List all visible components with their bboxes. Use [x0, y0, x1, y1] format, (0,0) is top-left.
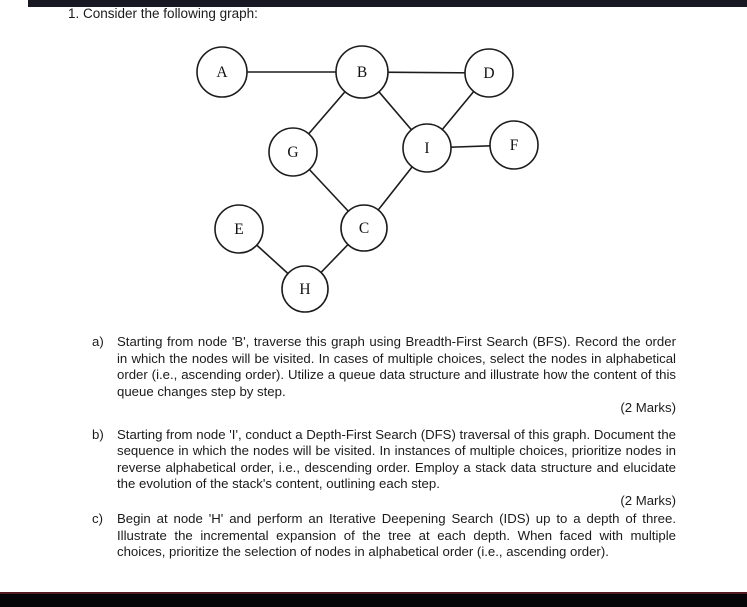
graph-nodes [197, 46, 538, 312]
graph-node-d-label: D [483, 65, 495, 82]
question-a-label: a) [92, 334, 104, 349]
graph-node-c [341, 205, 387, 251]
question-a-marks: (2 Marks) [620, 400, 676, 415]
graph-edges [222, 72, 514, 289]
question-a [92, 334, 676, 417]
graph-node-i [403, 124, 451, 172]
question-title: 1. Consider the following graph: [68, 6, 258, 21]
question-b-marks: (2 Marks) [620, 492, 676, 508]
graph-node-e [215, 205, 263, 253]
question-c-text: Begin at node 'H' and perform an Iterative Deepening Search (IDS) up to a depth of three. Illustrate the incremental expansion of the tree at each depth. When faced with multiple choices, prioritize the selection of nodes in alphabetical order (i.e., ascending order). [117, 511, 676, 559]
question-b-text: Starting from node 'I', conduct a Depth-First Search (DFS) traversal of this graph. Document the sequence in which the nodes will be visited. In instances of multiple choices, prioritize nodes in reverse alphabetical order, i.e., descending order. Employ a stack data structure and elucidate the evolution of the stack's content, outlining each step. [117, 426, 676, 491]
graph-node-h [282, 266, 328, 312]
question-list [92, 334, 676, 561]
graph-node-c-label: C [358, 220, 370, 237]
graph-node-a-label: A [216, 64, 228, 81]
graph-node-i-label: I [424, 140, 430, 157]
graph-node-f [490, 121, 538, 169]
graph-node-g [269, 128, 317, 176]
graph-node-g-label: G [287, 144, 299, 161]
graph-node-e-label: E [234, 221, 244, 238]
question-c-label: c) [92, 511, 103, 526]
question-b [92, 427, 676, 510]
graph-node-h-label: H [299, 281, 311, 298]
question-b-label: b) [92, 426, 104, 442]
graph-node-f-label: F [509, 137, 519, 154]
graph-node-b [336, 46, 388, 98]
question-c [92, 511, 676, 561]
bottom-window-bar [0, 592, 747, 607]
graph-node-b-label: B [356, 64, 368, 81]
question-a-text: Starting from node 'B', traverse this graph using Breadth-First Search (BFS). Record the order in which the nodes will be visited. In cases of multiple choices, select the nodes in alphabetical order (i.e., ascending order). Utilize a queue data structure and illustrate how the content of this queue changes step by step. [117, 334, 676, 399]
graph-node-a [197, 47, 247, 97]
graph-node-d [465, 49, 513, 97]
